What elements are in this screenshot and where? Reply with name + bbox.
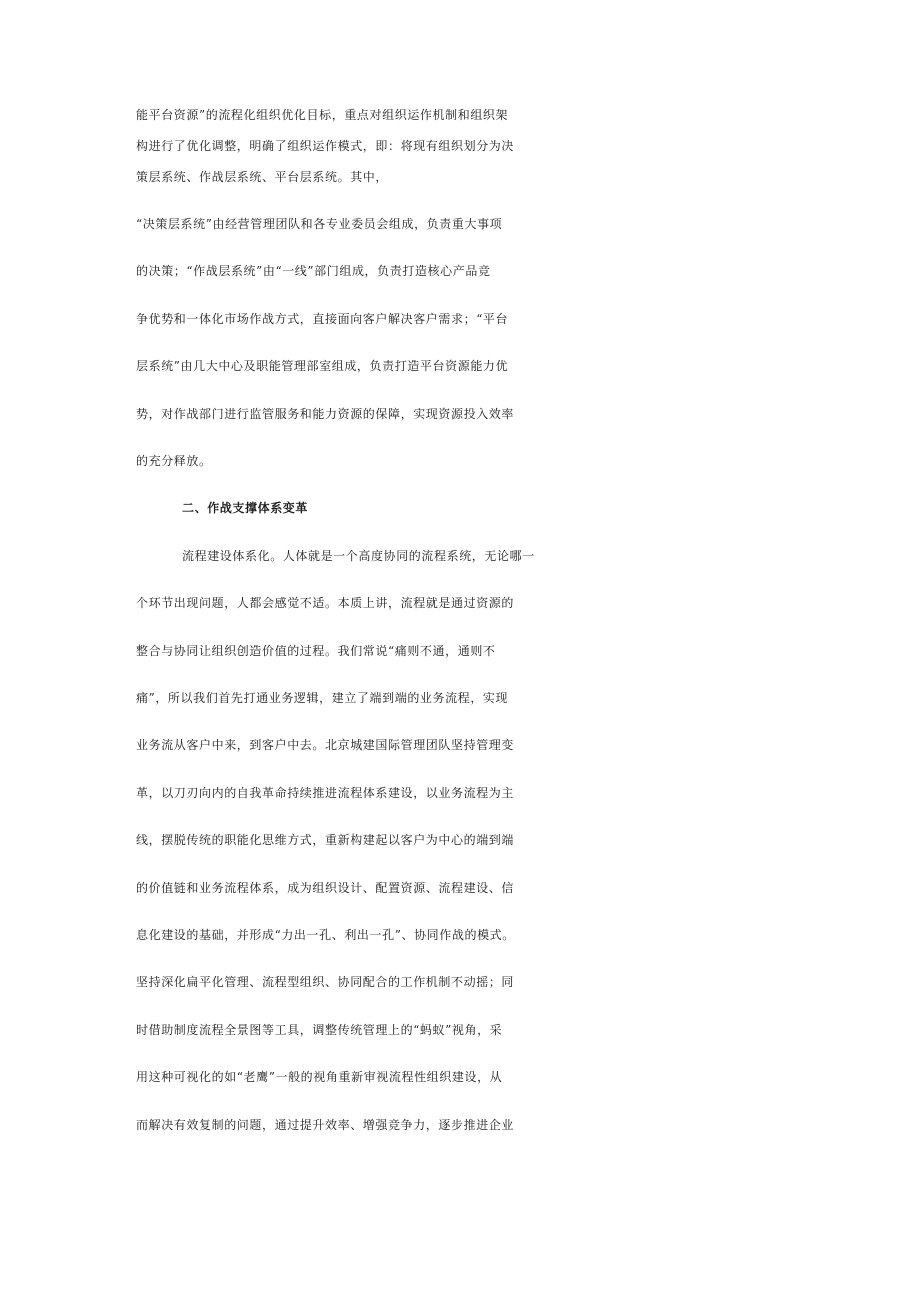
body-text-line: 的价值链和业务流程体系，成为组织设计、配置资源、流程建设、信 xyxy=(136,881,515,895)
body-text-line: 的充分释放。 xyxy=(136,454,212,468)
body-text-line: 息化建设的基础，并形成“力出一孔、利出一孔”、协同作战的模式。 xyxy=(136,928,515,942)
body-text-line: 能平台资源”的流程化组织优化目标，重点对组织运作机制和组织架 xyxy=(136,108,509,122)
body-text-line: 争优势和一体化市场作战方式，直接面向客户解决客户需求；“平台 xyxy=(136,312,509,326)
body-text-line: 整合与协同让组织创造价值的过程。我们常说“痛则不通，通则不 xyxy=(136,644,496,658)
section-heading: 二、作战支撑体系变革 xyxy=(182,501,309,515)
body-text-line: “决策层系统”由经营管理团队和各专业委员会组成，负责重大事项 xyxy=(136,217,503,231)
body-text-line: 痛”，所以我们首先打通业务逻辑，建立了端到端的业务流程，实现 xyxy=(136,691,509,705)
body-text-line: 业务流从客户中来，到客户中去。北京城建国际管理团队坚持管理变 xyxy=(136,738,515,752)
body-text-line: 构进行了优化调整，明确了组织运作模式，即：将现有组织划分为决 xyxy=(136,139,515,153)
body-text-line: 用这种可视化的如“老鹰”一般的视角重新审视流程性组织建设，从 xyxy=(136,1070,503,1084)
body-text-line: 坚持深化扁平化管理、流程型组织、协同配合的工作机制不动摇；同 xyxy=(136,975,515,989)
body-text-line: 而解决有效复制的问题，通过提升效率、增强竞争力，逐步推进企业 xyxy=(136,1118,515,1132)
body-text-line: 个环节出现问题，人都会感觉不适。本质上讲，流程就是通过资源的 xyxy=(136,596,515,610)
body-text-line: 时借助制度流程全景图等工具，调整传统管理上的“蚂蚁”视角，采 xyxy=(136,1023,503,1037)
body-text-line: 革，以刀刃向内的自我革命持续推进流程体系建设，以业务流程为主 xyxy=(136,786,515,800)
body-text-line: 势，对作战部门进行监管服务和能力资源的保障，实现资源投入效率 xyxy=(136,407,515,421)
body-text-line: 的决策；“作战层系统”由“一线”部门组成，负责打造核心产品竞 xyxy=(136,264,491,278)
body-text-line: 流程建设体系化。人体就是一个高度协同的流程系统，无论哪一 xyxy=(182,549,535,563)
body-text-line: 线，摆脱传统的职能化思维方式，重新构建起以客户为中心的端到端 xyxy=(136,833,515,847)
body-text-line: 策层系统、作战层系统、平台层系统。其中， xyxy=(136,170,389,184)
body-text-line: 层系统”由几大中心及职能管理部室组成，负责打造平台资源能力优 xyxy=(136,359,509,373)
